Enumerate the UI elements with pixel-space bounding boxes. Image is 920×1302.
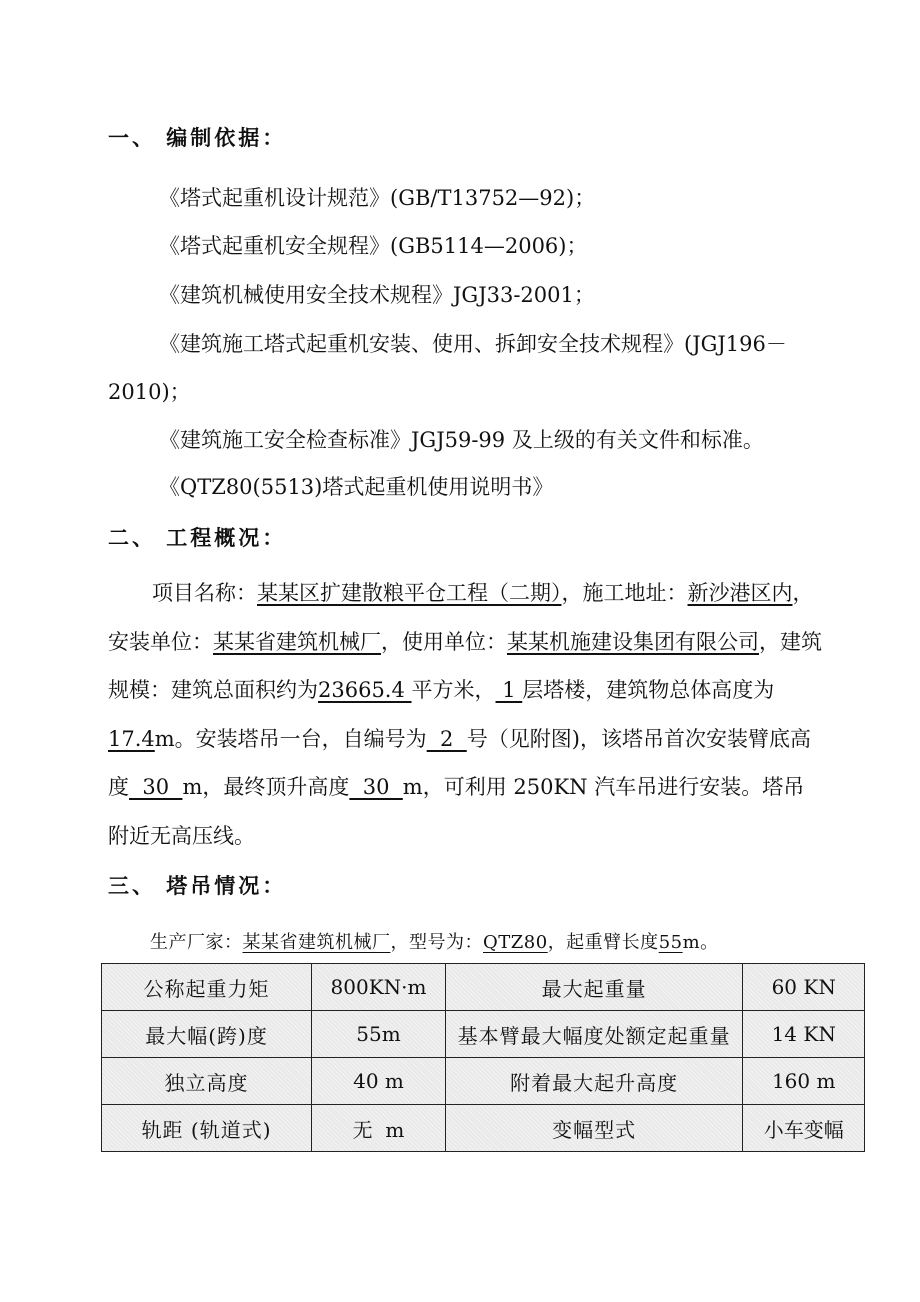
table-cell: 14 KN: [743, 1011, 865, 1058]
label-crane-number: m。安装塔吊一台，自编号为: [154, 726, 427, 751]
label-boom-length: ，起重臂长度: [547, 932, 659, 953]
label-area-unit: 平方米，: [411, 678, 496, 702]
table-cell: 公称起重力矩: [102, 964, 312, 1011]
label-project-name: 项目名称：: [152, 581, 257, 605]
basis-line-5: 《建筑施工安全检查标准》JGJ59-99 及上级的有关文件和标准。: [159, 428, 764, 452]
overview-paragraph: [108, 569, 824, 860]
table-cell: 变幅型式: [445, 1105, 743, 1152]
label-scale: ，建筑规模：建筑总面积约为: [108, 629, 822, 702]
label-address: ，施工地址：: [561, 581, 688, 605]
label-first-height: 号（见附图)，该塔吊首次安装臂底高度: [108, 726, 811, 799]
label-install-method: m，可利用 250KN 汽车吊进行安装。塔吊附近无高压线。: [108, 775, 805, 848]
label-installer: ，安装单位：: [108, 581, 814, 654]
basis-line-1: 《塔式起重机设计规范》(GB/T13752—92)；: [159, 186, 596, 210]
table-cell: 无 m: [312, 1105, 446, 1152]
crane-caption: [150, 928, 719, 954]
table-cell: 附着最大起升高度: [445, 1058, 743, 1105]
table-row: [102, 964, 865, 1011]
section-1-heading: 一、 编制依据：: [108, 126, 287, 150]
final-lift-height: 30: [349, 775, 403, 799]
table-row: [102, 1105, 865, 1152]
label-manufacturer: 生产厂家：: [150, 932, 243, 953]
project-address: 新沙港区内: [687, 581, 793, 605]
label-boom-unit: m。: [682, 932, 719, 953]
boom-length: 55: [658, 932, 683, 953]
table-cell: 独立高度: [102, 1058, 312, 1105]
label-user: ，使用单位：: [381, 629, 507, 654]
table-cell: 160 m: [743, 1058, 865, 1105]
floor-count: 1: [495, 678, 523, 702]
building-height: 17.4: [108, 726, 155, 751]
user-name: 某某机施建设集团有限公司: [507, 629, 759, 654]
first-install-height: 30: [129, 775, 183, 799]
basis-line-3: 《建筑机械使用安全技术规程》JGJ33-2001；: [159, 283, 595, 307]
manufacturer-name: 某某省建筑机械厂: [242, 932, 391, 953]
installer-name: 某某省建筑机械厂: [213, 629, 381, 654]
building-area: 23665.4: [318, 678, 412, 702]
section-2-heading: 二、 工程概况：: [108, 526, 287, 550]
label-final-height: m，最终顶升高度: [182, 775, 350, 799]
basis-line-6: 《QTZ80(5513)塔式起重机使用说明书》: [159, 475, 554, 499]
label-height: 层塔楼，建筑物总体高度为: [522, 678, 775, 702]
label-model: ，型号为：: [390, 932, 483, 953]
table-cell: 轨距 (轨道式): [102, 1105, 312, 1152]
table-cell: 小车变幅: [743, 1105, 865, 1152]
crane-spec-table: [101, 963, 865, 1152]
table-row: [102, 1058, 865, 1105]
table-cell: 40 m: [312, 1058, 446, 1105]
crane-model: QTZ80: [483, 932, 548, 953]
crane-number: 2: [426, 726, 467, 751]
project-name: 某某区扩建散粮平仓工程（二期）: [257, 581, 562, 605]
table-cell: 最大幅(跨)度: [102, 1011, 312, 1058]
basis-line-4b: 2010)；: [108, 380, 191, 404]
table-cell: 800KN·m: [312, 964, 446, 1011]
table-cell: 基本臂最大幅度处额定起重量: [445, 1011, 743, 1058]
basis-line-4a: 《建筑施工塔式起重机安装、使用、拆卸安全技术规程》(JGJ196－: [159, 332, 787, 356]
table-row: [102, 1011, 865, 1058]
section-3-heading: 三、 塔吊情况：: [108, 874, 287, 898]
table-cell: 60 KN: [743, 964, 865, 1011]
table-cell: 55m: [312, 1011, 446, 1058]
table-cell: 最大起重量: [445, 964, 743, 1011]
basis-line-2: 《塔式起重机安全规程》(GB5114—2006)；: [159, 234, 588, 258]
